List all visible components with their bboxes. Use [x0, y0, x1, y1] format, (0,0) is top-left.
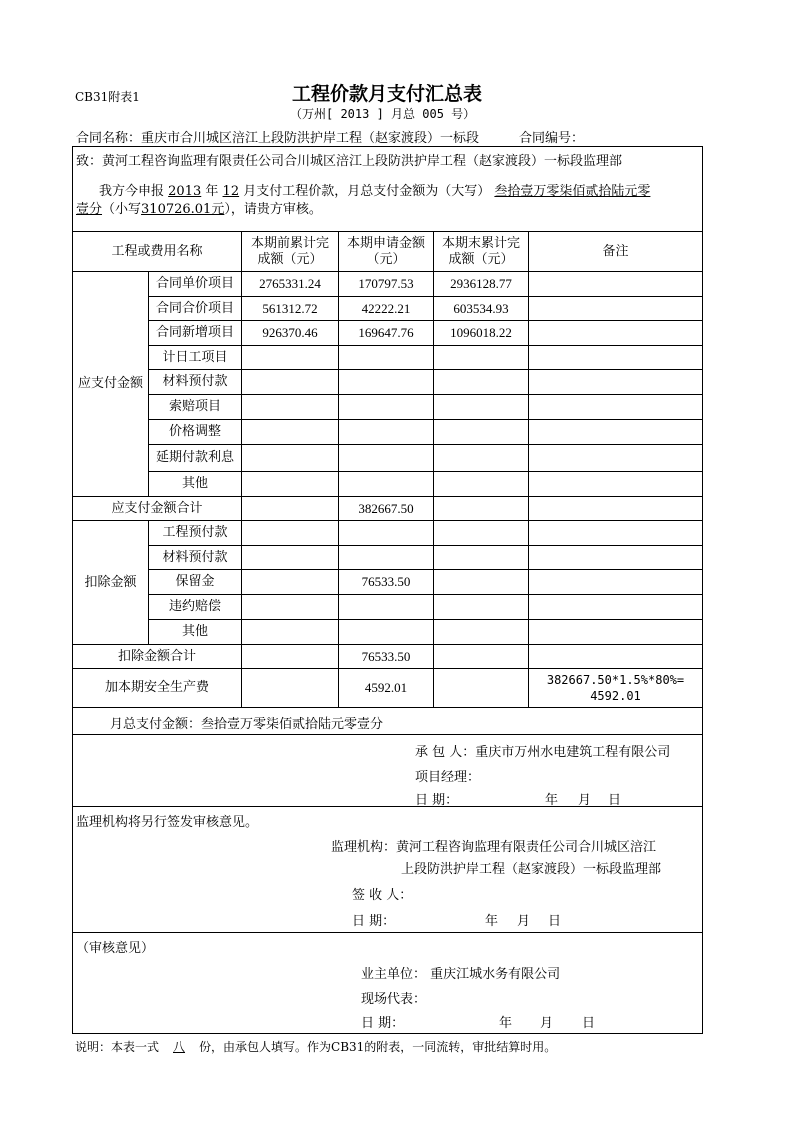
supervisor-date-label: 日 期： [352, 914, 396, 929]
row-prev-amount [242, 420, 338, 444]
row-name: 其他 [181, 624, 208, 639]
row-name: 延期付款利息 [155, 450, 234, 465]
row-curr-amount [339, 395, 433, 419]
supervisor-org-cont: 上段防洪护岸工程（赵家渡段）一标段监理部 [401, 862, 662, 877]
row-cum-amount [434, 370, 528, 394]
supervisor-signer: 签 收 人： [352, 888, 413, 903]
col-header-item: 工程或费用名称 [111, 243, 203, 259]
page-subtitle: （万州[ 2013 ] 月总 005 号） [290, 107, 476, 121]
contract-name: 合同名称：重庆市合川城区涪江上段防洪护岸工程（赵家渡段）一标段 [76, 131, 480, 146]
contractor-date-year: 年 [545, 793, 559, 808]
owner-date-day: 日 [582, 1016, 596, 1031]
contract-number-label: 合同编号： [519, 131, 585, 146]
col-header-cum: 本期末累计完成额（元） [441, 235, 520, 267]
row-name: 保留金 [175, 574, 215, 589]
letter-paragraph-cont: 壹分（小写310726.01元），请贵方审核。 [76, 202, 322, 217]
row-name: 合同单价项目 [155, 276, 234, 291]
row-name: 计日工项目 [162, 349, 228, 365]
row-name: 违约赔偿 [168, 599, 221, 614]
contractor-manager: 项目经理： [415, 770, 481, 785]
row-prev-amount [242, 370, 338, 394]
letter-recipient: 致：黄河工程咨询监理有限责任公司合川城区涪江上段防洪护岸工程（赵家渡段）一标段监理部 [76, 154, 623, 169]
footer-copies: 八 [173, 1040, 186, 1054]
row-cum-amount [434, 395, 528, 419]
payable-total-value: 382667.50 [358, 500, 414, 516]
contractor-name: 承 包 人：重庆市万州水电建筑工程有限公司 [415, 745, 671, 760]
row-curr-amount [339, 346, 433, 369]
row-curr-amount [339, 420, 433, 444]
col-header-note: 备注 [602, 243, 629, 259]
letter-paragraph: 我方今申报 2013 年 12 月支付工程价款，月总支付金额为（大写） 叁拾壹万零柒佰贰拾陆元零 [99, 184, 651, 199]
contractor-date-day: 日 [608, 793, 622, 808]
group-payable-label: 应支付金额 [77, 376, 143, 391]
safety-fee-note: 382667.50*1.5%*80%= 4592.01 [546, 673, 685, 703]
row-cum-amount [434, 472, 528, 496]
row-cum-amount: 1096018.22 [450, 325, 512, 340]
row-name: 其他 [181, 476, 208, 491]
deduct-total-value: 76533.50 [361, 648, 411, 664]
row-name: 合同合价项目 [155, 300, 234, 316]
letter-amount-words: 叁拾壹万零柒佰贰拾陆元零 [494, 184, 651, 199]
row-curr-amount [339, 370, 433, 394]
footer-note: 说明：本表一式 八 份，由承包人填写。作为CB31的附表，一同流转，审批结算时用。 [75, 1040, 557, 1054]
row-name: 材料预付款 [162, 550, 228, 565]
owner-date-label: 日 期： [361, 1016, 405, 1031]
row-cum-amount [434, 445, 528, 471]
letter-month: 12 [222, 184, 240, 199]
row-curr-amount [339, 445, 433, 471]
contractor-date-month: 月 [578, 793, 592, 808]
row-curr-amount [339, 595, 433, 619]
owner-date-month: 月 [540, 1016, 554, 1031]
row-name: 合同新增项目 [155, 325, 234, 340]
form-code: CB31附表1 [75, 90, 140, 104]
supervisor-date-year: 年 [485, 914, 499, 929]
supervisor-date-month: 月 [517, 914, 531, 929]
row-cum-amount [434, 346, 528, 369]
owner-heading: （审核意见） [76, 941, 155, 956]
row-curr-amount [339, 521, 433, 545]
contractor-date-label: 日 期： [415, 793, 459, 808]
row-prev-amount: 926370.46 [262, 325, 318, 340]
row-cum-amount: 603534.93 [453, 300, 509, 316]
row-curr-amount: 42222.21 [361, 300, 411, 316]
deduct-total-label: 扣除金额合计 [117, 648, 196, 664]
letter-amount-number: 310726.01元 [141, 202, 225, 217]
row-prev-amount: 561312.72 [262, 300, 318, 316]
page-title: 工程价款月支付汇总表 [292, 83, 483, 105]
supervisor-date-day: 日 [548, 914, 562, 929]
group-deduct-label: 扣除金额 [84, 574, 137, 590]
row-curr-amount: 170797.53 [358, 276, 414, 291]
row-prev-amount [242, 472, 338, 496]
row-curr-amount: 76533.50 [361, 574, 411, 589]
owner-rep: 现场代表： [361, 992, 427, 1007]
row-name: 价格调整 [168, 424, 221, 439]
row-curr-amount [339, 472, 433, 496]
safety-fee-label: 加本期安全生产费 [104, 680, 209, 695]
row-cum-amount: 2936128.77 [450, 276, 512, 291]
letter-year: 2013 [168, 184, 202, 199]
row-prev-amount [242, 346, 338, 369]
safety-fee-value: 4592.01 [364, 680, 408, 695]
supervisor-intro: 监理机构将另行签发审核意见。 [76, 815, 259, 830]
supervisor-org: 监理机构：黄河工程咨询监理有限责任公司合川城区涪江 [331, 840, 657, 855]
row-prev-amount [242, 445, 338, 471]
row-name: 工程预付款 [162, 525, 228, 540]
row-curr-amount [339, 620, 433, 644]
payable-total-label: 应支付金额合计 [111, 500, 203, 516]
row-curr-amount [339, 546, 433, 570]
monthly-total: 月总支付金额：叁拾壹万零柒佰贰拾陆元零壹分 [110, 717, 384, 732]
row-name: 材料预付款 [162, 374, 228, 389]
row-cum-amount [434, 420, 528, 444]
owner-date-year: 年 [499, 1016, 513, 1031]
row-prev-amount: 2765331.24 [259, 276, 321, 291]
row-prev-amount [242, 395, 338, 419]
col-header-curr: 本期申请金额（元） [346, 235, 425, 267]
col-header-prev: 本期前累计完成额（元） [250, 235, 329, 267]
owner-unit: 业主单位： 重庆江城水务有限公司 [361, 967, 561, 982]
row-curr-amount: 169647.76 [358, 325, 414, 340]
row-name: 索赔项目 [168, 399, 221, 414]
